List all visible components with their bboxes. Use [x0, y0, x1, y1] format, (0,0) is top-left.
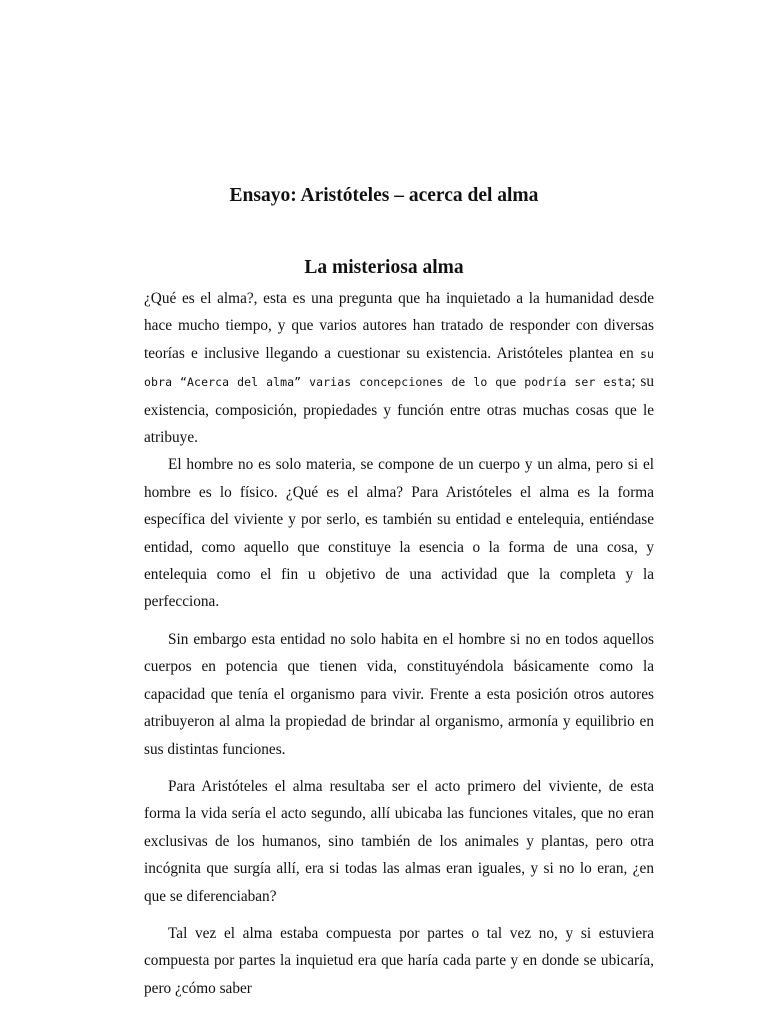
paragraph-1-part-c: ; su existencia, composición, propiedades y función entre otras muchas cosas que le atribuye. — [144, 373, 654, 447]
paragraph-1 — [144, 285, 654, 451]
paragraph-1-part-b: su obra “Acerca del alma” varias concepciones de lo que podría ser esta — [144, 346, 654, 390]
paragraph-2: El hombre no es solo materia, se compone de un cuerpo y un alma, pero si el hombre es lo físico. ¿Qué es el alma? Para Aristóteles el alma es la forma específica del viviente y por serlo, es también su entidad e entelequia, entiéndase entidad, como aquello que constituye la esencia o la forma de una cosa, y entelequia como el fin u objetivo de una actividad que la completa y la perfecciona. — [144, 456, 654, 611]
paragraph-4: Para Aristóteles el alma resultaba ser el acto primero del viviente, de esta forma la vida sería el acto segundo, allí ubicaba las funciones vitales, que no eran exclusivas de los humanos, sino también de los animales y plantas, pero otra incógnita que surgía allí, era si todas las almas eran iguales, y si no lo eran, ¿en que se diferenciaban? — [144, 777, 654, 905]
paragraph-1-part-a: ¿Qué es el alma?, esta es una pregunta que ha inquietado a la humanidad desde hace mucho tiempo, y que varios autores han tratado de responder con diversas teorías e inclusive llegando a cuestionar su existencia. Aristóteles plantea en — [144, 290, 654, 362]
paragraph-3: Sin embargo esta entidad no solo habita en el hombre si no en todos aquellos cuerpos en potencia que tienen vida, constituyéndola básicamente como la capacidad que tenía el organismo para vivir. Frente a esta posición otros autores atribuyeron al alma la propiedad de brindar al organismo, armonía y equilibrio en sus distintas funciones. — [144, 630, 654, 758]
document-title: Ensayo: Aristóteles – acerca del alma — [229, 185, 539, 206]
paragraph-5: Tal vez el alma estaba compuesta por partes o tal vez no, y si estuviera compuesta por partes la inquietud era que haría cada parte y en donde se ubicaría, pero ¿cómo saber — [144, 924, 654, 997]
document-body — [144, 285, 654, 1002]
document-subtitle: La misteriosa alma — [304, 257, 464, 278]
